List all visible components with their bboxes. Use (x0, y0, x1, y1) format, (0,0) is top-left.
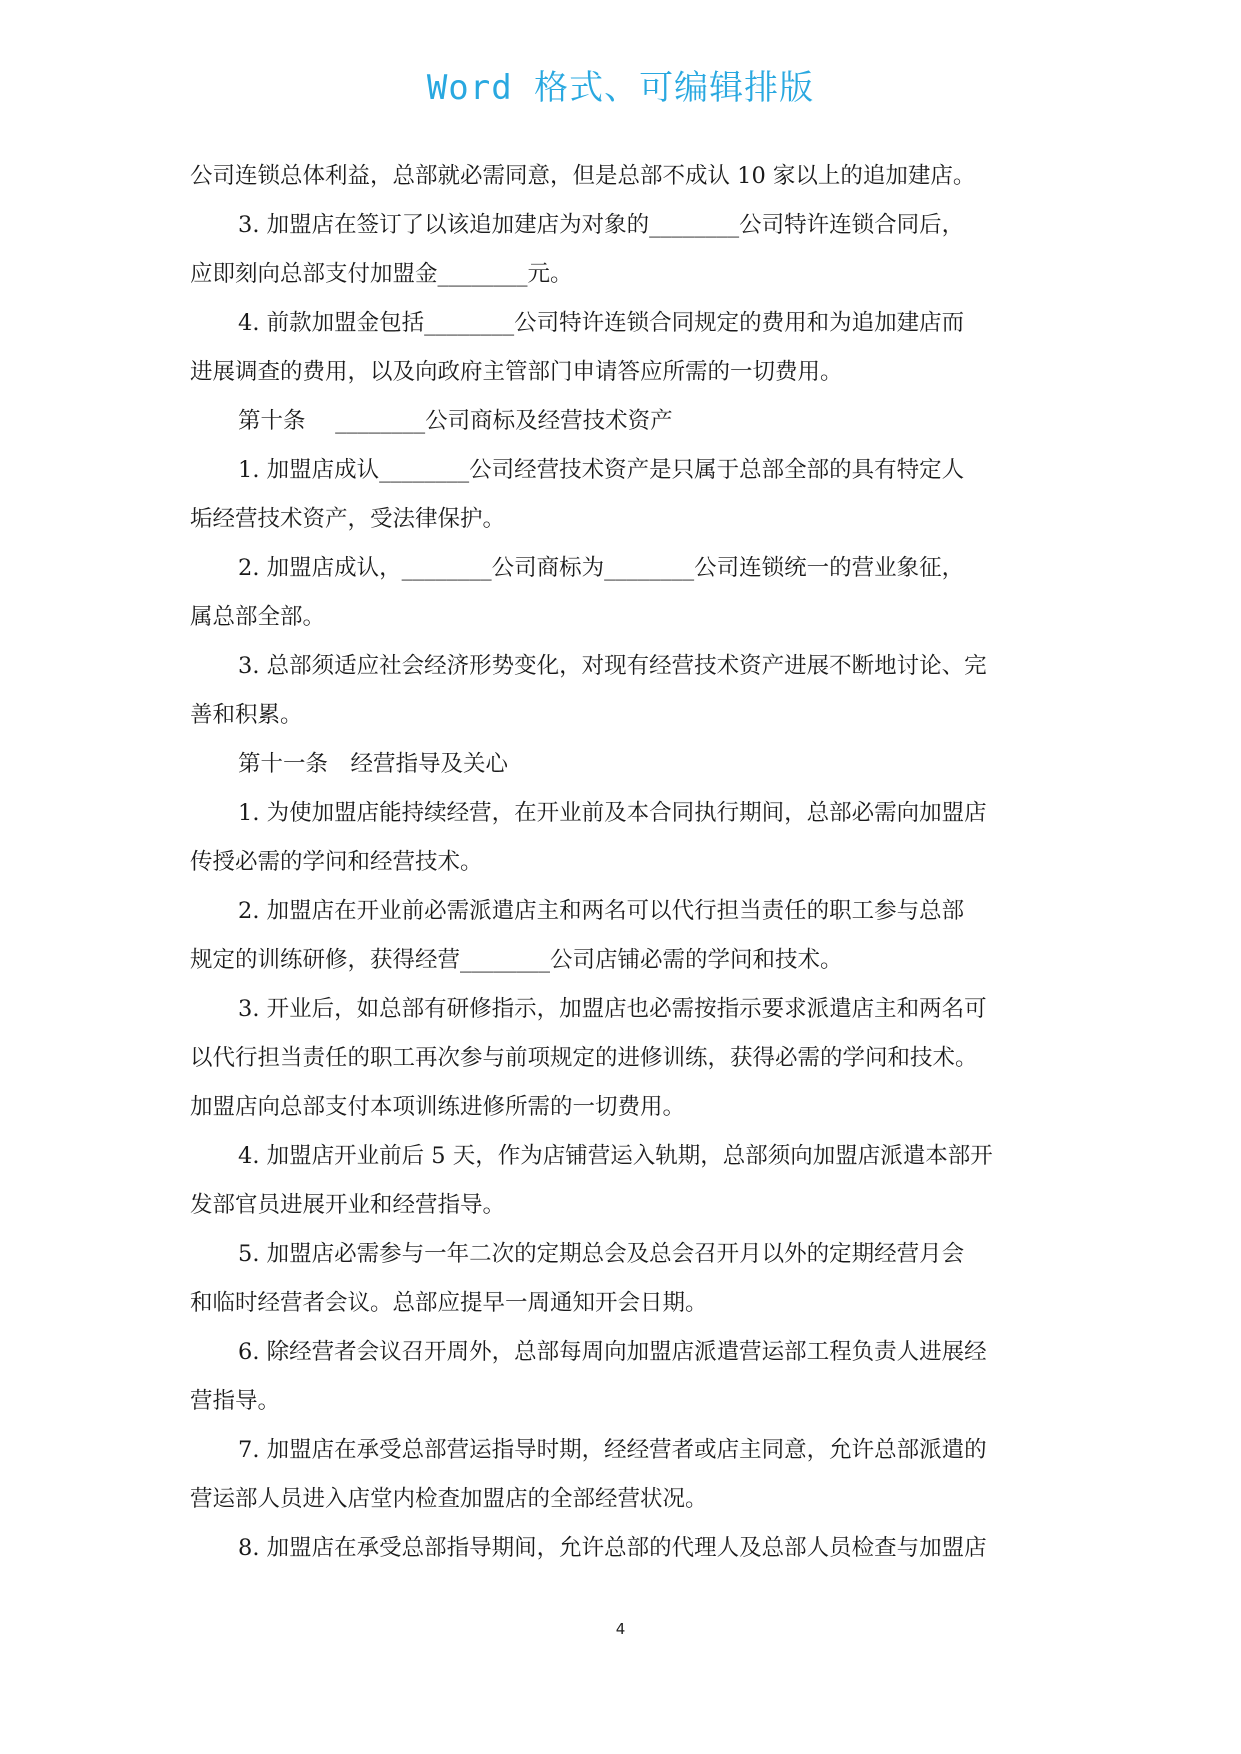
text-line: 传授必需的学问和经营技术。 (190, 849, 483, 875)
text-line: 第十条 ________公司商标及经营技术资产 (238, 408, 673, 434)
document-header-title: Word 格式、可编辑排版 (426, 68, 815, 108)
text-line: 属总部全部。 (190, 604, 326, 630)
text-line: 和临时经营者会议。总部应提早一周通知开会日期。 (190, 1290, 708, 1316)
text-line: 3. 总部须适应社会经济形势变化，对现有经营技术资产进展不断地讨论、完 (238, 653, 987, 679)
text-line: 第十一条 经营指导及关心 (238, 751, 509, 777)
text-line: 公司连锁总体利益，总部就必需同意，但是总部不成认 10 家以上的追加建店。 (190, 163, 976, 189)
text-line: 以代行担当责任的职工再次参与前项规定的进修训练，获得必需的学问和技术。 (190, 1045, 978, 1071)
page-number: 4 (615, 1620, 626, 1638)
text-line: 善和积累。 (190, 702, 303, 728)
text-line: 4. 前款加盟金包括________公司特许连锁合同规定的费用和为追加建店而 (238, 310, 965, 336)
text-line: 营指导。 (190, 1388, 281, 1414)
text-line: 3. 开业后，如总部有研修指示，加盟店也必需按指示要求派遣店主和两名可 (238, 996, 987, 1022)
text-line: 3. 加盟店在签订了以该追加建店为对象的________公司特许连锁合同后， (238, 212, 965, 238)
text-line: 2. 加盟店成认，________公司商标为________公司连锁统一的营业象征， (238, 555, 965, 581)
text-line: 7. 加盟店在承受总部营运指导时期，经经营者或店主同意，允许总部派遣的 (238, 1437, 987, 1463)
text-line: 5. 加盟店必需参与一年二次的定期总会及总会召开月以外的定期经营月会 (238, 1241, 965, 1267)
text-line: 加盟店向总部支付本项训练进修所需的一切费用。 (190, 1094, 686, 1120)
text-line: 1. 加盟店成认________公司经营技术资产是只属于总部全部的具有特定人 (238, 457, 965, 483)
text-line: 6. 除经营者会议召开周外，总部每周向加盟店派遣营运部工程负责人进展经 (238, 1339, 987, 1365)
text-line: 1. 为使加盟店能持续经营，在开业前及本合同执行期间，总部必需向加盟店 (238, 800, 987, 826)
text-line: 8. 加盟店在承受总部指导期间，允许总部的代理人及总部人员检查与加盟店 (238, 1535, 987, 1561)
text-line: 规定的训练研修，获得经营________公司店铺必需的学问和技术。 (190, 947, 843, 973)
text-line: 营运部人员进入店堂内检查加盟店的全部经营状况。 (190, 1486, 708, 1512)
text-line: 2. 加盟店在开业前必需派遣店主和两名可以代行担当责任的职工参与总部 (238, 898, 965, 924)
text-line: 4. 加盟店开业前后 5 天，作为店铺营运入轨期，总部须向加盟店派遣本部开 (238, 1143, 993, 1169)
text-line: 进展调查的费用，以及向政府主管部门申请答应所需的一切费用。 (190, 359, 843, 385)
text-line: 应即刻向总部支付加盟金________元。 (190, 261, 573, 287)
document-body (190, 152, 1060, 1573)
text-line: 垢经营技术资产，受法律保护。 (190, 506, 506, 532)
text-line: 发部官员进展开业和经营指导。 (190, 1192, 506, 1218)
